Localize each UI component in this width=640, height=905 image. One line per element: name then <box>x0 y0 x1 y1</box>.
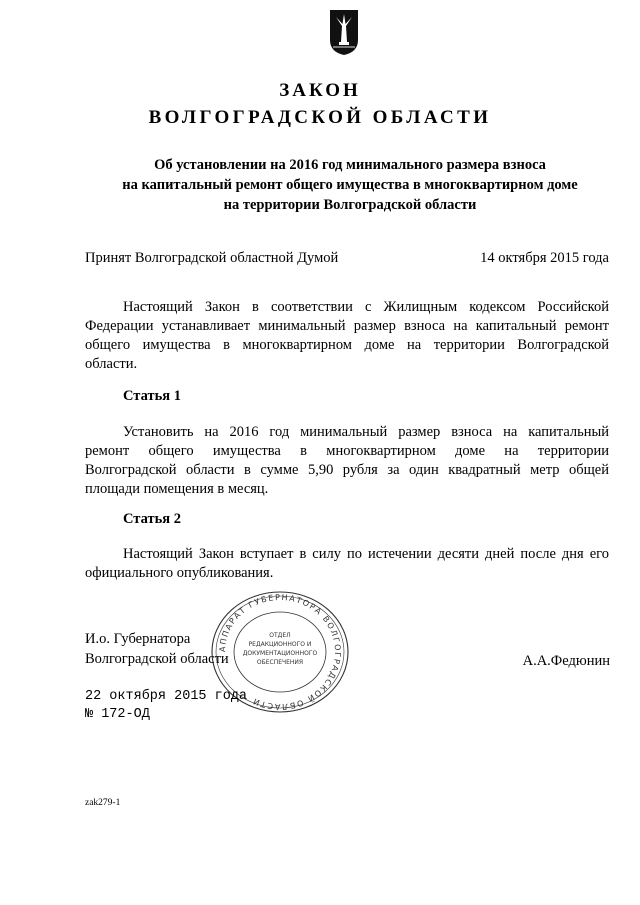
signatory-position: И.о. Губернатора <box>85 631 191 647</box>
registration-number: № 172-ОД <box>85 707 150 722</box>
paragraph-line: Установить на 2016 год минимальный размер взноса на капитальный <box>123 424 609 440</box>
stamp-inner-text: ОТДЕЛ <box>269 632 291 639</box>
law-subject <box>60 155 640 215</box>
stamp-outer-text: АППАРАТ ГУБЕРНАТОРА ВОЛГОГРАДСКОЙ ОБЛАСТИ <box>217 592 343 712</box>
adoption-date: 14 октября 2015 года <box>480 250 609 266</box>
law-subject-line: на капитальный ремонт общего имущества в многоквартирном доме <box>122 177 578 193</box>
paragraph-line: официального опубликования. <box>85 565 274 581</box>
adoption-line <box>85 250 609 267</box>
signatory-region: Волгоградской области <box>85 651 229 667</box>
stamp-inner-text: ДОКУМЕНТАЦИОННОГО <box>242 650 318 657</box>
article-2-heading: Статья 2 <box>123 511 181 527</box>
paragraph-line: ремонт общего имущества в многоквартирном доме на территории <box>85 443 609 459</box>
stamp-inner-text: РЕДАКЦИОННОГО И <box>248 641 312 648</box>
law-region-title: ВОЛГОГРАДСКОЙ ОБЛАСТИ <box>148 107 492 128</box>
adopted-by: Принят Волгоградской областной Думой <box>85 250 339 266</box>
document-code: zak279-1 <box>85 798 121 808</box>
law-subject-line: Об установлении на 2016 год минимального размера взноса <box>154 157 546 173</box>
preamble-paragraph <box>85 298 609 374</box>
stamp-inner-text: ОБЕСПЕЧЕНИЯ <box>256 659 304 666</box>
article-1-text <box>85 423 609 499</box>
law-title: ЗАКОН <box>279 80 361 101</box>
paragraph-line: площади помещения в месяц. <box>85 481 269 497</box>
paragraph-line: Федерации устанавливает минимальный размер взноса на капитальный ремонт <box>85 318 609 334</box>
law-subject-line: на территории Волгоградской области <box>223 197 477 213</box>
signatory-name: А.А.Федюнин <box>522 653 610 669</box>
registration-date: 22 октября 2015 года <box>85 689 248 704</box>
paragraph-line: общего имущества в многоквартирном доме на территории Волгоградской <box>85 337 609 353</box>
article-2-text <box>85 545 609 583</box>
volgograd-coat-of-arms-icon <box>328 8 360 56</box>
paragraph-line: Настоящий Закон в соответствии с Жилищным кодексом Российской <box>123 299 609 315</box>
paragraph-line: области. <box>85 356 138 372</box>
article-1-heading: Статья 1 <box>123 388 181 404</box>
paragraph-line: Настоящий Закон вступает в силу по истечении десяти дней после дня его <box>123 546 609 562</box>
paragraph-line: Волгоградской области в сумме 5,90 рубля за один квадратный метр общей <box>85 462 609 478</box>
